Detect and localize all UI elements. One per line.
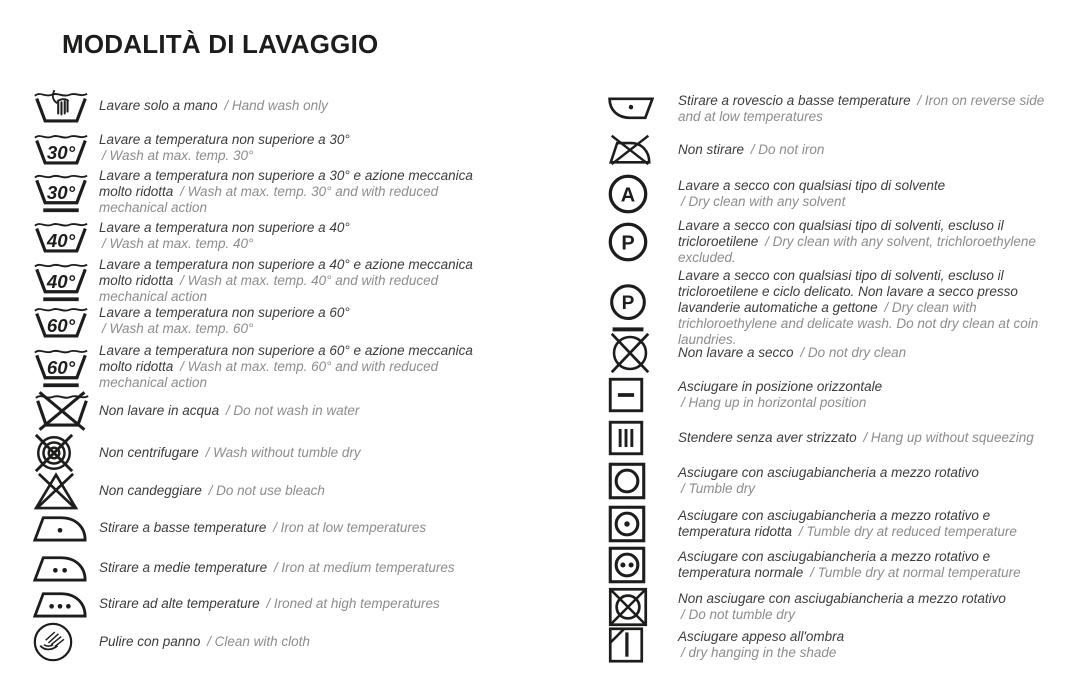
svg-text:A: A	[620, 184, 636, 207]
do-not-iron-icon	[608, 133, 652, 166]
svg-text:40°: 40°	[46, 230, 76, 252]
tumble-dry-low-icon	[608, 505, 646, 543]
wash-tub-60-reduced-icon	[33, 345, 89, 389]
item-label-it: Asciugare appeso all'ombra	[678, 629, 845, 644]
care-item-do-not-wash	[33, 390, 477, 432]
item-label-it: Lavare a secco con qualsiasi tipo di solventi, escluso il tricloroetilene e ciclo delicato. Non lavare a secco presso lavanderie automatiche a gettone	[678, 268, 1018, 315]
svg-text:P: P	[621, 232, 635, 255]
iron-medium-icon	[33, 553, 87, 582]
item-label-it: Stirare a basse temperature	[99, 519, 267, 535]
item-label-it: Lavare a secco con qualsiasi tipo di solventi, escluso il tricloroetilene	[678, 218, 1004, 249]
item-label-en: / Wash at max. temp. 40°	[102, 236, 254, 251]
do-not-spin-icon	[33, 432, 75, 474]
item-label-it: Asciugare con asciugabiancheria a mezzo rotativo e temperatura normale	[678, 549, 991, 580]
item-label-it: Lavare a temperatura non superiore a 30° e azione meccanica molto ridotta	[99, 168, 473, 199]
care-item-do-not-tumble-dry	[608, 587, 1060, 627]
item-label-en: / Tumble dry	[681, 481, 756, 496]
care-item-iron-medium	[33, 553, 477, 582]
item-label-it: Lavare a temperatura non superiore a 40° e azione meccanica molto ridotta	[99, 257, 473, 288]
item-label-it: Lavare solo a mano	[99, 98, 218, 113]
item-label-it: Stirare a rovescio a basse temperature	[678, 93, 911, 108]
iron-low-icon	[33, 513, 87, 542]
item-label-it: Non asciugare con asciugabiancheria a mezzo rotativo	[678, 591, 1006, 606]
care-item-wash-60-reduced	[33, 343, 477, 391]
svg-text:60°: 60°	[46, 357, 76, 378]
item-label-it: Lavare a temperatura non superiore a 30°	[99, 132, 350, 147]
svg-text:60°: 60°	[46, 315, 76, 337]
item-label-en: / Wash at max. temp. 30° and with reduced mechanical action	[99, 184, 439, 215]
item-label-it: Lavare a temperatura non superiore a 40°	[99, 220, 350, 235]
item-label-en: / Tumble dry at reduced temperature	[798, 524, 1017, 539]
item-label-en: / Do not wash in water	[225, 403, 360, 418]
care-item-do-not-spin	[33, 432, 477, 474]
dry-clean-p-delicate-icon	[608, 284, 648, 333]
item-label-en: / Wash at max. temp. 40° and with reduced mechanical action	[99, 273, 439, 304]
item-label-it: Asciugare con asciugabiancheria a mezzo rotativo	[678, 465, 979, 480]
svg-text:40°: 40°	[46, 271, 76, 292]
item-label-it: Lavare a temperatura non superiore a 60°	[99, 305, 350, 320]
item-label-it: Lavare a secco con qualsiasi tipo di solvente	[678, 178, 946, 193]
item-label-en: / Iron at medium temperatures	[273, 559, 455, 575]
do-not-bleach-triangle-icon	[33, 472, 79, 510]
item-label-en: / Hang up in horizontal position	[681, 395, 867, 410]
care-item-wash-40	[33, 218, 477, 254]
item-label-it: Stirare a medie temperature	[99, 559, 268, 575]
item-label-it: Non stirare	[678, 141, 745, 157]
item-label-en: / Do not dry clean	[800, 345, 907, 360]
wash-tub-30-reduced-icon	[33, 170, 89, 214]
wash-tub-40-reduced-icon	[33, 259, 89, 303]
item-label-en: / Wash at max. temp. 30°	[102, 148, 254, 163]
item-label-it: Pulire con panno	[99, 634, 201, 649]
clean-with-cloth-icon	[33, 622, 73, 662]
item-label-en: / Dry clean with any solvent, trichloroethylene excluded.	[678, 234, 1036, 265]
care-item-dry-clean-p	[608, 218, 1060, 266]
dry-clean-p-icon	[608, 222, 648, 262]
item-label-it: Non centrifugare	[99, 445, 199, 460]
do-not-tumble-dry-icon	[608, 587, 648, 627]
care-item-wash-30-reduced	[33, 168, 477, 216]
dry-clean-a-icon	[608, 174, 648, 214]
hand-wash-tub-icon	[33, 88, 89, 124]
item-label-it: Non lavare a secco	[678, 345, 794, 360]
tumble-dry-normal-icon	[608, 546, 646, 584]
item-label-en: / Hang up without squeezing	[863, 430, 1034, 445]
item-label-en: / Wash at max. temp. 60°	[102, 321, 254, 336]
item-label-it: Stendere senza aver strizzato	[678, 430, 857, 445]
wash-tub-40-icon	[33, 218, 89, 254]
dry-flat-icon	[608, 377, 644, 413]
care-item-iron-high	[33, 589, 477, 618]
care-item-hand-wash	[33, 88, 477, 124]
svg-text:30°: 30°	[46, 142, 76, 164]
item-label-en: / Iron at low temperatures	[273, 519, 427, 535]
svg-text:P: P	[621, 292, 635, 314]
care-item-clean-with-cloth	[33, 622, 477, 662]
item-label-en: / Dry clean with trichloroethylene and delicate wash. Do not dry clean at coin laundries.	[678, 300, 1039, 347]
care-item-do-not-bleach	[33, 472, 477, 510]
do-not-wash-tub-icon	[33, 390, 91, 432]
care-item-wash-30	[33, 130, 477, 166]
wash-tub-60-icon	[33, 303, 89, 339]
dry-in-shade-icon	[608, 626, 644, 664]
item-label-en: / Hand wash only	[224, 98, 328, 113]
item-label-it: Stirare ad alte temperature	[99, 595, 260, 611]
wash-tub-30-icon	[33, 130, 89, 166]
item-label-it: Asciugare in posizione orizzontale	[678, 379, 883, 394]
tumble-dry-icon	[608, 462, 646, 500]
iron-high-icon	[33, 589, 87, 618]
care-item-iron-low	[33, 513, 477, 542]
care-item-wash-40-reduced	[33, 257, 477, 305]
item-label-en: / Iron on reverse side and at low temperatures	[678, 93, 1045, 124]
item-label-en: / Ironed at high temperatures	[266, 595, 440, 611]
care-item-do-not-dry-clean	[608, 332, 1060, 374]
care-item-dry-in-shade	[608, 626, 1060, 664]
item-label-en: / Do not iron	[750, 141, 825, 157]
item-label-it: Non lavare in acqua	[99, 403, 220, 418]
item-label-en: / Clean with cloth	[207, 634, 310, 649]
care-item-tumble-dry-low	[608, 505, 1060, 543]
item-label-it: Lavare a temperatura non superiore a 60° e azione meccanica molto ridotta	[99, 343, 473, 374]
item-label-en: / Dry clean with any solvent	[681, 194, 846, 209]
item-label-it: Asciugare con asciugabiancheria a mezzo rotativo e temperatura ridotta	[678, 508, 991, 539]
do-not-dry-clean-icon	[608, 332, 652, 374]
item-label-it: Non candeggiare	[99, 483, 202, 498]
care-item-dry-clean-any	[608, 174, 1060, 214]
care-item-iron-reverse	[608, 93, 1060, 125]
care-item-drip-dry	[608, 420, 1060, 456]
drip-dry-icon	[608, 420, 644, 456]
svg-text:30°: 30°	[46, 182, 76, 203]
item-label-en: / Do not tumble dry	[681, 607, 796, 622]
care-item-do-not-iron	[608, 133, 1060, 166]
page-title: MODALITÀ DI LAVAGGIO	[62, 29, 379, 60]
item-label-en: / Tumble dry at normal temperature	[810, 565, 1021, 580]
iron-reverse-icon	[608, 97, 654, 122]
item-label-en: / dry hanging in the shade	[681, 645, 837, 660]
item-label-en: / Do not use bleach	[208, 483, 325, 498]
care-item-wash-60	[33, 303, 477, 339]
care-item-tumble-dry-normal	[608, 546, 1060, 584]
item-label-en: / Wash at max. temp. 60° and with reduced mechanical action	[99, 359, 439, 390]
item-label-en: / Wash without tumble dry	[205, 445, 361, 460]
care-item-dry-flat	[608, 377, 1060, 413]
care-item-tumble-dry	[608, 462, 1060, 500]
